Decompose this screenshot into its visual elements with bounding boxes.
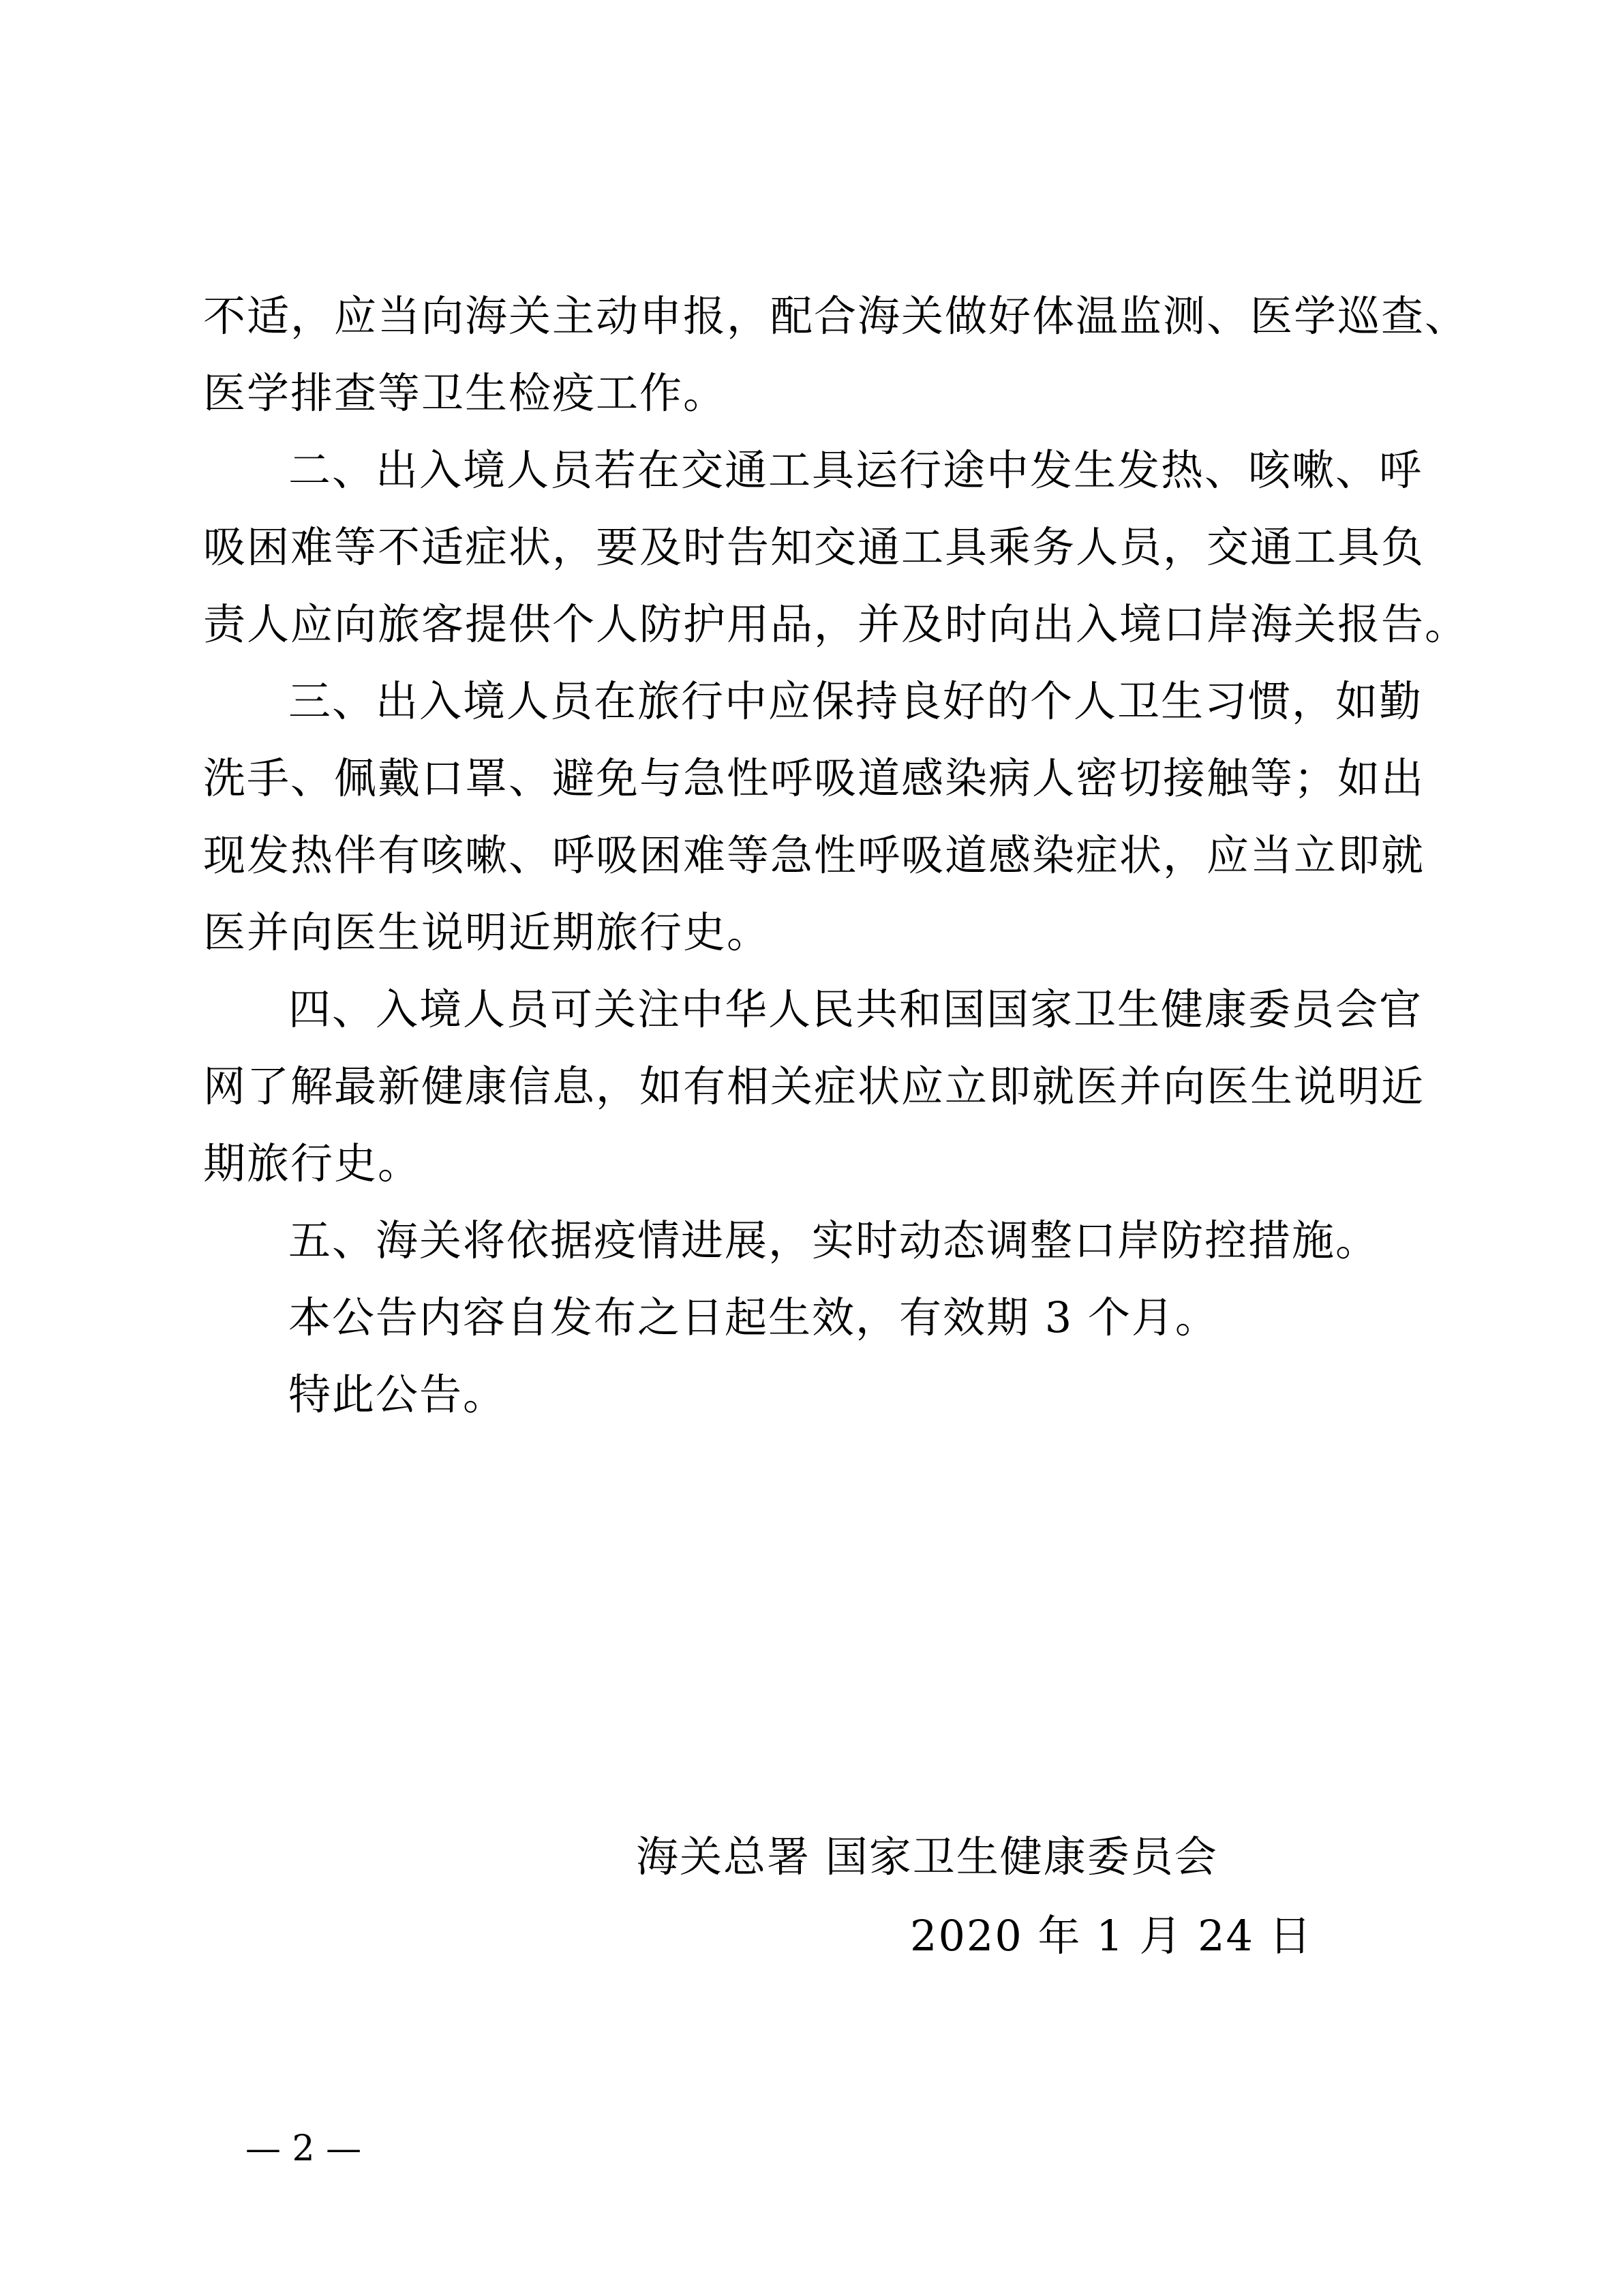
body-line: 洗手、佩戴口罩、避免与急性呼吸道感染病人密切接触等；如出 [203,753,1425,803]
closing-line: 特此公告。 [288,1370,507,1419]
body-line: 现发热伴有咳嗽、呼吸困难等急性呼吸道感染症状，应当立即就 [203,830,1425,880]
body-line: 网了解最新健康信息，如有相关症状应立即就医并向医生说明近 [203,1061,1425,1111]
body-line: 吸困难等不适症状，要及时告知交通工具乘务人员，交通工具负 [203,522,1425,572]
page-number: — 2 — [245,2128,362,2169]
item-two-line: 二、出入境人员若在交通工具运行途中发生发热、咳嗽、呼 [288,445,1423,495]
body-line: 不适，应当向海关主动申报，配合海关做好体温监测、医学巡查、 [203,291,1469,341]
body-line: 责人应向旅客提供个人防护用品，并及时向出入境口岸海关报告。 [203,599,1469,649]
item-three-line: 三、出入境人员在旅行中应保持良好的个人卫生习惯，如勤 [288,676,1423,726]
item-four-line: 四、入境人员可关注中华人民共和国国家卫生健康委员会官 [288,984,1423,1034]
signature-date: 2020 年 1 月 24 日 [910,1911,1313,1961]
body-line: 医学排查等卫生检疫工作。 [203,368,727,418]
signature-issuers: 海关总署 国家卫生健康委员会 [636,1832,1218,1882]
item-five-line: 五、海关将依据疫情进展，实时动态调整口岸防控措施。 [288,1215,1380,1265]
body-line: 期旅行史。 [203,1138,422,1188]
validity-line: 本公告内容自发布之日起生效，有效期 3 个月。 [288,1293,1219,1342]
body-line: 医并向医生说明近期旅行史。 [203,907,771,957]
